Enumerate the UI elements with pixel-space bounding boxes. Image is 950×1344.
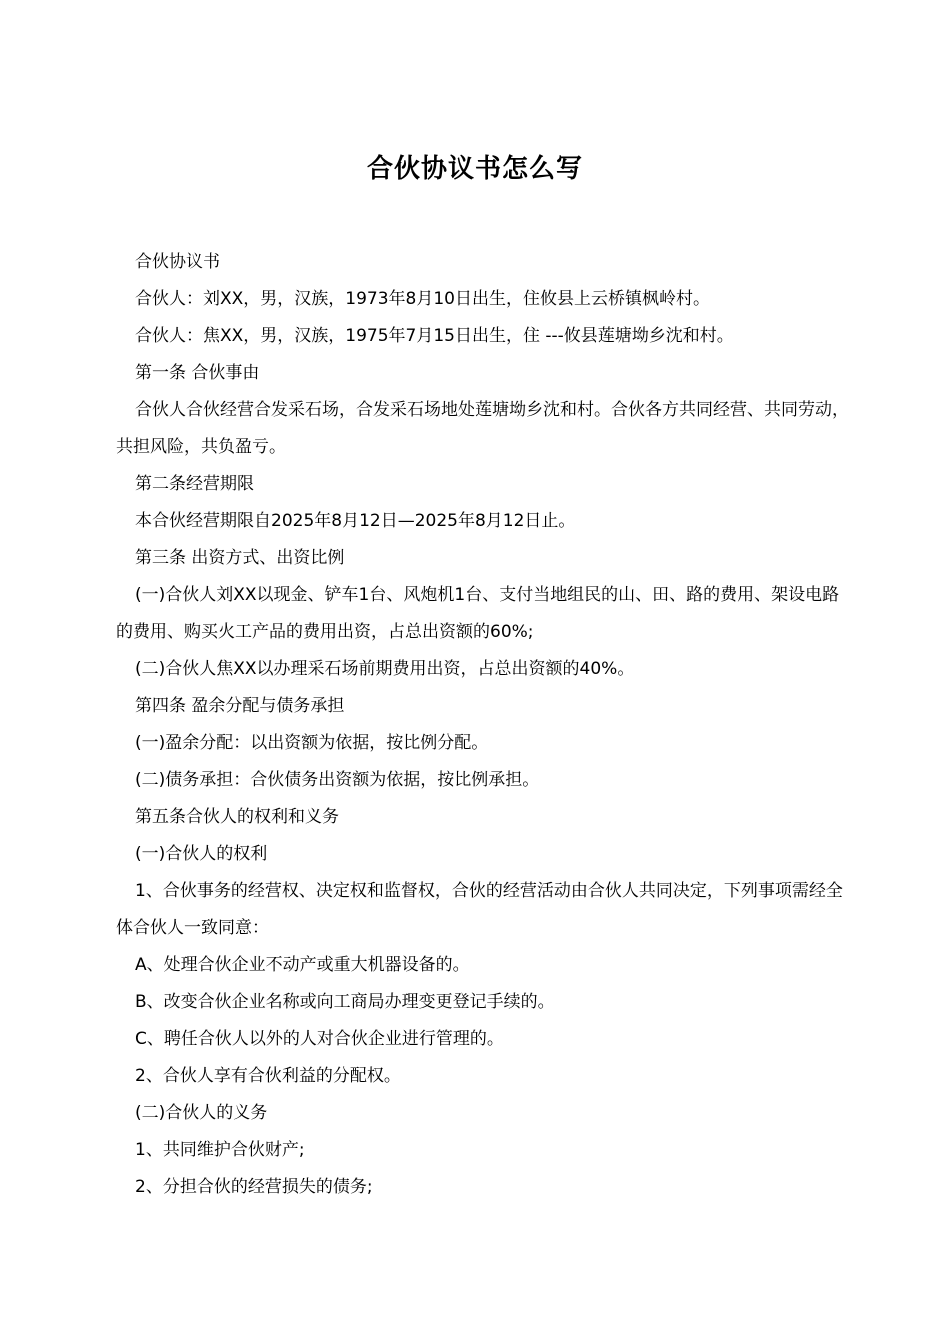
rights-item-c: C、聘任合伙人以外的人对合伙企业进行管理的。 — [135, 1029, 504, 1049]
article-2-heading: 第二条经营期限 — [135, 474, 254, 494]
article-5-rights-heading: (一)合伙人的权利 — [135, 844, 268, 864]
rights-item-b: B、改变合伙企业名称或向工商局办理变更登记手续的。 — [135, 992, 555, 1012]
article-3-item-1: (一)合伙人刘XX以现金、铲车1台、风炮机1台、支付当地组民的山、田、路的费用、架设电路的费用、购买火工产品的费用出资，占总出资额的60%; — [116, 585, 840, 642]
paragraph-partner-liu: 合伙人：刘XX，男，汉族，1973年8月10日出生，住攸县上云桥镇枫岭村。 — [135, 289, 711, 309]
article-5-duties-heading: (二)合伙人的义务 — [135, 1103, 268, 1123]
document-body — [116, 244, 854, 1206]
paragraph-partner-jiao: 合伙人：焦XX，男，汉族，1975年7月15日出生，住 ---攸县莲塘坳乡沈和村。 — [135, 326, 734, 346]
article-1-text: 合伙人合伙经营合发采石场，合发采石场地处莲塘坳乡沈和村。合伙各方共同经营、共同劳动，共担风险，共负盈亏。 — [116, 400, 849, 457]
document-title: 合伙协议书怎么写 — [366, 154, 583, 185]
article-4-item-2: (二)债务承担：合伙债务出资额为依据，按比例承担。 — [135, 770, 540, 790]
article-3-heading: 第三条 出资方式、出资比例 — [135, 548, 345, 568]
article-5-heading: 第五条合伙人的权利和义务 — [135, 807, 339, 827]
rights-item-1: 1、合伙事务的经营权、决定权和监督权，合伙的经营活动由合伙人共同决定，下列事项需经全体合伙人一致同意： — [116, 881, 843, 938]
article-2-text: 本合伙经营期限自2025年8月12日—2025年8月12日止。 — [135, 511, 576, 531]
article-4-item-1: (一)盈余分配：以出资额为依据，按比例分配。 — [135, 733, 489, 753]
article-1-heading: 第一条 合伙事由 — [135, 363, 260, 383]
rights-item-2: 2、合伙人享有合伙利益的分配权。 — [135, 1066, 401, 1086]
paragraph-heading: 合伙协议书 — [135, 252, 220, 272]
article-4-heading: 第四条 盈余分配与债务承担 — [135, 696, 345, 716]
article-3-item-2: (二)合伙人焦XX以办理采石场前期费用出资，占总出资额的40%。 — [135, 659, 635, 679]
duties-item-2: 2、分担合伙的经营损失的债务; — [135, 1177, 373, 1197]
duties-item-1: 1、共同维护合伙财产; — [135, 1140, 305, 1160]
rights-item-a: A、处理合伙企业不动产或重大机器设备的。 — [135, 955, 470, 975]
